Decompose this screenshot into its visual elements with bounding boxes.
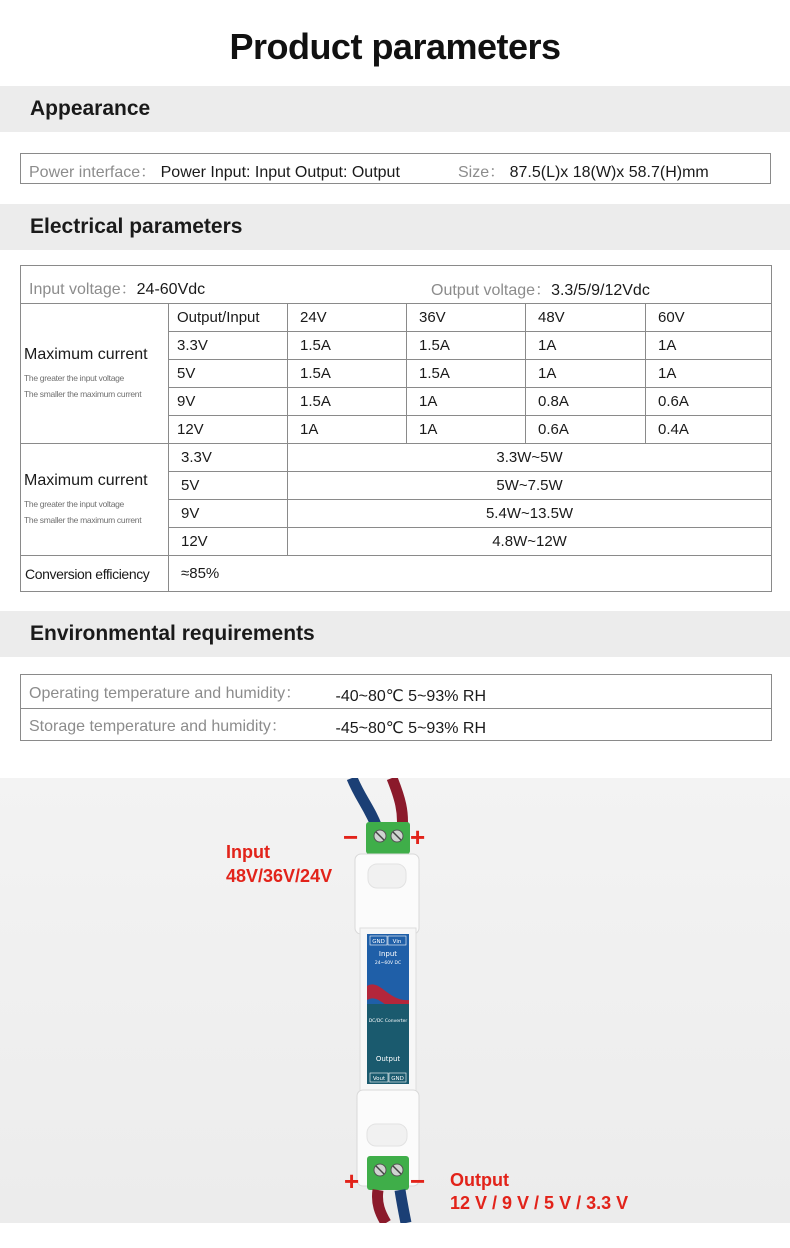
input-voltage-label: Input voltage：	[29, 281, 137, 298]
max-current-label-cell	[21, 304, 169, 444]
dc-converter-device-icon	[0, 778, 790, 1223]
max-power-label-cell	[21, 444, 169, 556]
header-cell: 24V	[288, 304, 407, 332]
label-output: Output	[375, 1055, 401, 1063]
efficiency-value: ≈85%	[169, 556, 772, 592]
electrical-section-header	[0, 204, 790, 250]
table-cell: 1.5A	[407, 332, 526, 360]
table-cell: 1A	[407, 416, 526, 444]
table-cell: 0.6A	[526, 416, 646, 444]
environment-table	[20, 674, 772, 741]
power-interface-label: Power interface：	[29, 164, 157, 181]
table-cell: 1A	[646, 360, 772, 388]
table-cell: 0.4A	[646, 416, 772, 444]
appearance-box	[20, 153, 771, 184]
power-interface-value: Power Input: Input Output: Output	[160, 164, 400, 181]
voltage-row	[21, 266, 772, 304]
output-voltages: 12 V / 9 V / 5 V / 3.3 V	[450, 1193, 629, 1213]
storage-value: -45~80℃ 5~93% RH	[326, 709, 772, 741]
table-cell: 5W~7.5W	[288, 472, 772, 500]
size-value: 87.5(L)x 18(W)x 58.7(H)mm	[509, 164, 709, 181]
electrical-heading: Electrical parameters	[30, 215, 243, 238]
operating-label: Operating temperature and humidity：	[21, 675, 326, 709]
environment-heading: Environmental requirements	[30, 622, 315, 645]
size-label: Size：	[458, 164, 506, 181]
table-cell: 1.5A	[288, 360, 407, 388]
label-input: Input	[378, 950, 398, 958]
table-cell: 1A	[646, 332, 772, 360]
electrical-table	[20, 265, 772, 592]
table-cell: 4.8W~12W	[288, 528, 772, 556]
table-cell: 0.8A	[526, 388, 646, 416]
table-cell: 9V	[169, 500, 288, 528]
table-row	[21, 709, 772, 741]
electrical-table-wrap	[20, 265, 771, 592]
environment-section-header	[0, 611, 790, 657]
label-vout: Vout	[372, 1076, 386, 1082]
table-cell: 5.4W~13.5W	[288, 500, 772, 528]
header-cell: 36V	[407, 304, 526, 332]
table-cell: 9V	[169, 388, 288, 416]
table-cell: 0.6A	[646, 388, 772, 416]
table-row	[21, 556, 772, 592]
table-cell: 1A	[526, 360, 646, 388]
input-label: Input	[226, 842, 270, 862]
label-gnd-bottom: GND	[391, 1076, 404, 1082]
appearance-heading: Appearance	[30, 97, 151, 120]
output-voltage-label: Output voltage：	[431, 282, 552, 299]
output-minus-sign: −	[410, 1166, 426, 1196]
label-vin: Vin	[392, 939, 402, 945]
label-gnd-top: GND	[372, 939, 385, 945]
header-cell: Output/Input	[169, 304, 288, 332]
power-note-1: The greater the input voltage	[24, 498, 124, 509]
max-power-label: Maximum current	[24, 471, 148, 489]
power-note-2: The smaller the maximum current	[24, 514, 142, 525]
table-cell: 12V	[169, 416, 288, 444]
max-current-label: Maximum current	[24, 345, 148, 363]
current-note-2: The smaller the maximum current	[24, 388, 142, 399]
table-cell: 1A	[288, 416, 407, 444]
storage-label: Storage temperature and humidity：	[21, 709, 326, 741]
header-cell: 60V	[646, 304, 772, 332]
operating-value: -40~80℃ 5~93% RH	[326, 675, 772, 709]
table-cell: 1A	[526, 332, 646, 360]
appearance-section-header	[0, 86, 790, 132]
product-photo	[0, 778, 790, 1223]
output-label: Output	[450, 1170, 509, 1190]
table-cell: 3.3V	[169, 332, 288, 360]
table-cell: 1.5A	[288, 388, 407, 416]
input-voltage-value: 24-60Vdc	[136, 281, 206, 298]
table-cell: 1A	[407, 388, 526, 416]
input-voltages: 48V/36V/24V	[226, 866, 333, 886]
table-cell: 12V	[169, 528, 288, 556]
environment-table-wrap	[20, 674, 771, 741]
output-plus-sign: +	[344, 1166, 360, 1196]
input-minus-sign: −	[343, 822, 359, 852]
label-converter: DC/DC Converter	[368, 1019, 408, 1024]
efficiency-label: Conversion efficiency	[21, 556, 169, 592]
page-title: Product parameters	[229, 26, 561, 67]
size-line	[458, 159, 709, 182]
table-cell: 5V	[169, 360, 288, 388]
table-cell: 3.3W~5W	[288, 444, 772, 472]
current-note-1: The greater the input voltage	[24, 372, 124, 383]
table-cell: 1.5A	[407, 360, 526, 388]
table-cell: 1.5A	[288, 332, 407, 360]
input-plus-sign: +	[410, 822, 426, 852]
appearance-line	[29, 159, 400, 182]
table-row	[21, 444, 772, 472]
output-voltage-value: 3.3/5/9/12Vdc	[551, 282, 650, 299]
label-input-range: 24~60V DC	[374, 961, 402, 966]
header-cell: 48V	[526, 304, 646, 332]
table-row	[21, 675, 772, 709]
table-cell: 5V	[169, 472, 288, 500]
table-cell: 3.3V	[169, 444, 288, 472]
